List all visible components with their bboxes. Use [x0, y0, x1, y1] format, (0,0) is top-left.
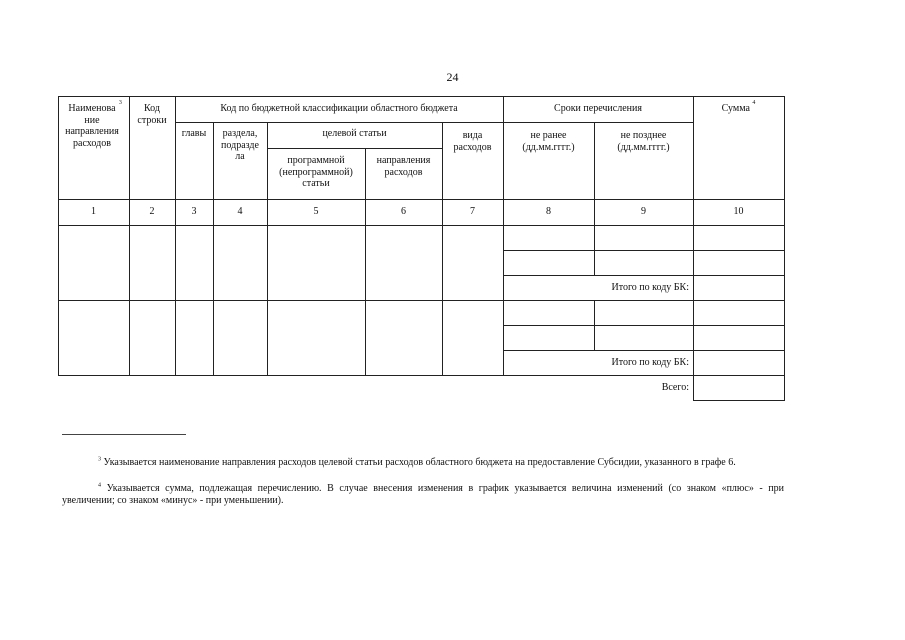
footnote-4-text: Указывается сумма, подлежащая перечислению. В случае внесения изменения в график указывается величина изменений (со знаком «плюс» - при увеличении; со знаком «минус» - при уменьшении). [62, 483, 784, 506]
column-number: 2 [149, 206, 155, 218]
grid-line [58, 300, 785, 301]
column-number: 1 [91, 206, 96, 218]
column-number: 4 [237, 206, 243, 218]
header-sum: Сумма 4 [721, 100, 756, 114]
grand-total-label: Всего: [661, 381, 689, 393]
header-code: Код строки [137, 103, 167, 126]
column-number: 5 [313, 206, 319, 218]
footnote-separator [62, 434, 186, 435]
header-not-later: не позднее (дд.мм.гггг.) [617, 130, 670, 153]
header-program: программной (непрограммной) статьи [279, 155, 353, 189]
grid-line [129, 96, 130, 376]
grid-line [503, 325, 785, 326]
footnote-mark-3: 3 [98, 456, 101, 463]
header-type: вида расходов [453, 130, 492, 153]
header-name: Наименова ние направления расходов 3 [65, 100, 122, 149]
column-number: 7 [470, 206, 475, 218]
grid-line [442, 122, 443, 376]
footnote-3-text: Указывается наименование направления расходов целевой статьи расходов областного бюджета на предоставление Субсидии, указанного в графе 6. [103, 457, 736, 468]
header-target: целевой статьи [322, 128, 387, 139]
header-sum-text: Сумма [721, 103, 750, 114]
header-section: раздела, подразде ла [221, 128, 259, 162]
column-number: 6 [401, 206, 406, 218]
column-number: 8 [546, 206, 551, 218]
grid-line [693, 96, 694, 401]
subtotal-label: Итого по коду БК: [611, 356, 689, 368]
grid-line [365, 148, 366, 376]
page-number: 24 [446, 70, 459, 84]
footnote-3 [62, 457, 784, 469]
header-chapters: главы [181, 128, 207, 139]
header-name-text: Наименова ние направления расходов [65, 103, 119, 149]
subtotal-label: Итого по коду БК: [611, 281, 689, 293]
table-border-top [58, 96, 785, 97]
header-not-earlier: не ранее (дд.мм.гггг.) [522, 130, 575, 153]
grid-line [594, 225, 595, 275]
grid-line [267, 148, 442, 149]
grid-line [594, 300, 595, 350]
grid-line [58, 225, 785, 226]
grid-line [175, 122, 693, 123]
header-direction: направления расходов [376, 155, 431, 178]
table-border-right [784, 96, 785, 401]
column-number: 10 [733, 206, 744, 218]
footnote-mark-4: 4 [98, 482, 101, 489]
header-terms: Сроки перечисления [554, 103, 642, 114]
grid-line [503, 250, 785, 251]
grid-line [693, 400, 785, 401]
footnote-4 [62, 483, 784, 507]
column-number: 3 [191, 206, 197, 218]
column-number: 9 [641, 206, 646, 218]
header-bk-code: Код по бюджетной классификации областного бюджета [220, 103, 458, 114]
